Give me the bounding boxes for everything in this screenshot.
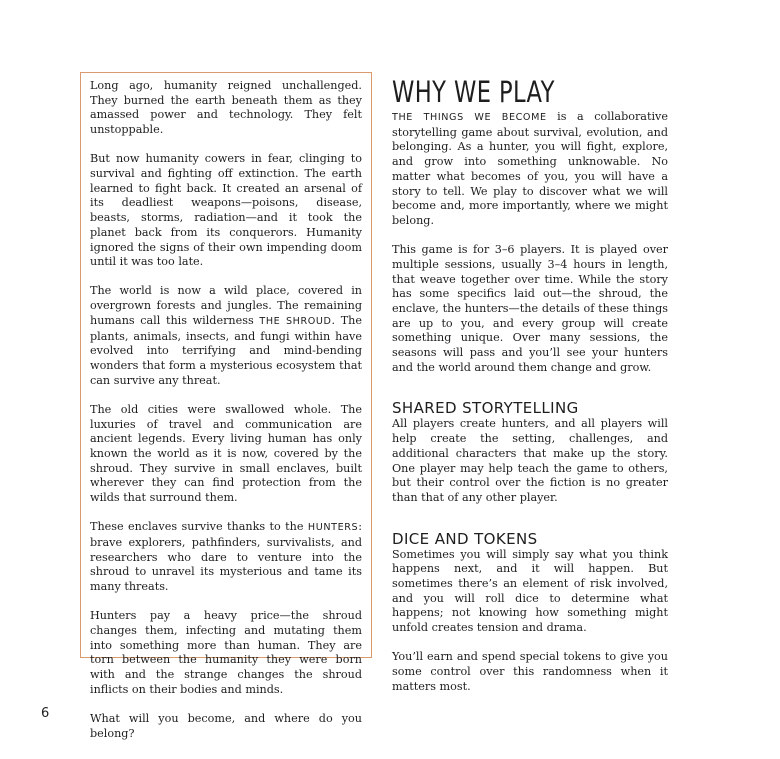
shared-storytelling-paragraph: All players create hunters, and all players will help create the setting, challenges, and additional characters that make up the story. One player may help teach the game to others, but their control over the fiction is no greater than that of any other player.	[392, 417, 668, 504]
sidebar-paragraph-2: But now humanity cowers in fear, clinging to survival and fighting off extinction. The earth learned to fight back. It created an arsenal of its deadliest weapons—poisons, disease, beasts, storms, radiation—and it took the planet back from its conquerors. Humanity ignored the signs of their own impending doom until it was too late.	[90, 152, 362, 269]
intro-paragraph	[392, 110, 668, 229]
sidebar-p5-text-before: These enclaves survive thanks to the	[90, 520, 308, 534]
main-column	[392, 74, 668, 709]
sidebar-p3-text-before: The world is now a wild place, covered in overgrown forests and jungles. The remaining humans call this wilderness	[90, 284, 362, 327]
dice-paragraph-2: You’ll earn and spend special tokens to give you some control over this randomness when it matters most.	[392, 650, 668, 693]
shroud-term: THE SHROUD	[259, 315, 332, 327]
game-title-term: THE THINGS WE BECOME	[392, 112, 547, 123]
sidebar-paragraph-4: The old cities were swallowed whole. The luxuries of travel and communication are ancient legends. Every living human has only known the world as it is now, covered by the shroud. They survive in small enclaves, built wherever they can find protection from the wilds that surround them.	[90, 402, 362, 505]
sidebar-paragraph-5	[90, 520, 362, 595]
sidebar-box	[80, 72, 372, 740]
players-paragraph: This game is for 3–6 players. It is played over multiple sessions, usually 3–4 hours in length, that weave together over time. While the story has some specifics laid out—the shroud, the enclave, the hunters—the details of these things are up to you, and every group will create something unique. Over many sessions, the seasons will pass and you’ll see your hunters and the world around them change and grow.	[392, 243, 668, 374]
sidebar-p3-text-after: . The plants, animals, insects, and fungi within have evolved into terrifying and mind-bending wonders that form a mysterious ecosystem that can survive any threat.	[90, 313, 362, 387]
intro-text: is a collaborative storytelling game about survival, evolution, and belonging. As a hunter, you will fight, explore, and grow into something unknowable. No matter what becomes of you, you will have a story to tell. We play to discover what we will become and, more importantly, where we might belong.	[392, 110, 668, 227]
page-number: 6	[41, 706, 50, 721]
shared-storytelling-heading: SHARED STORYTELLING	[392, 399, 579, 418]
sidebar-paragraph-7: What will you become, and where do you belong?	[90, 712, 362, 740]
sidebar-p5-text-after: : brave explorers, pathfinders, survivalists, and researchers who dare to venture into the shroud to unravel its mysterious and tame its many threats.	[90, 520, 362, 594]
page-title: WHY WE PLAY	[392, 75, 555, 109]
sidebar-paragraph-3	[90, 284, 362, 388]
hunters-term: HUNTERS	[307, 522, 359, 534]
sidebar-paragraph-6: Hunters pay a heavy price—the shroud changes them, infecting and mutating them into something more than human. They are torn between the humanity they were born with and the strange changes the shroud inflicts on their bodies and minds.	[90, 609, 362, 696]
dice-paragraph-1: Sometimes you will simply say what you think happens next, and it will happen. But sometimes there’s an element of risk involved, and you will roll dice to determine what happens; not knowing how something might unfold creates tension and drama.	[392, 547, 668, 635]
dice-and-tokens-heading: DICE AND TOKENS	[392, 529, 538, 548]
sidebar-paragraph-1: Long ago, humanity reigned unchallenged. They burned the earth beneath them as they amassed power and technology. They felt unstoppable.	[90, 79, 362, 137]
